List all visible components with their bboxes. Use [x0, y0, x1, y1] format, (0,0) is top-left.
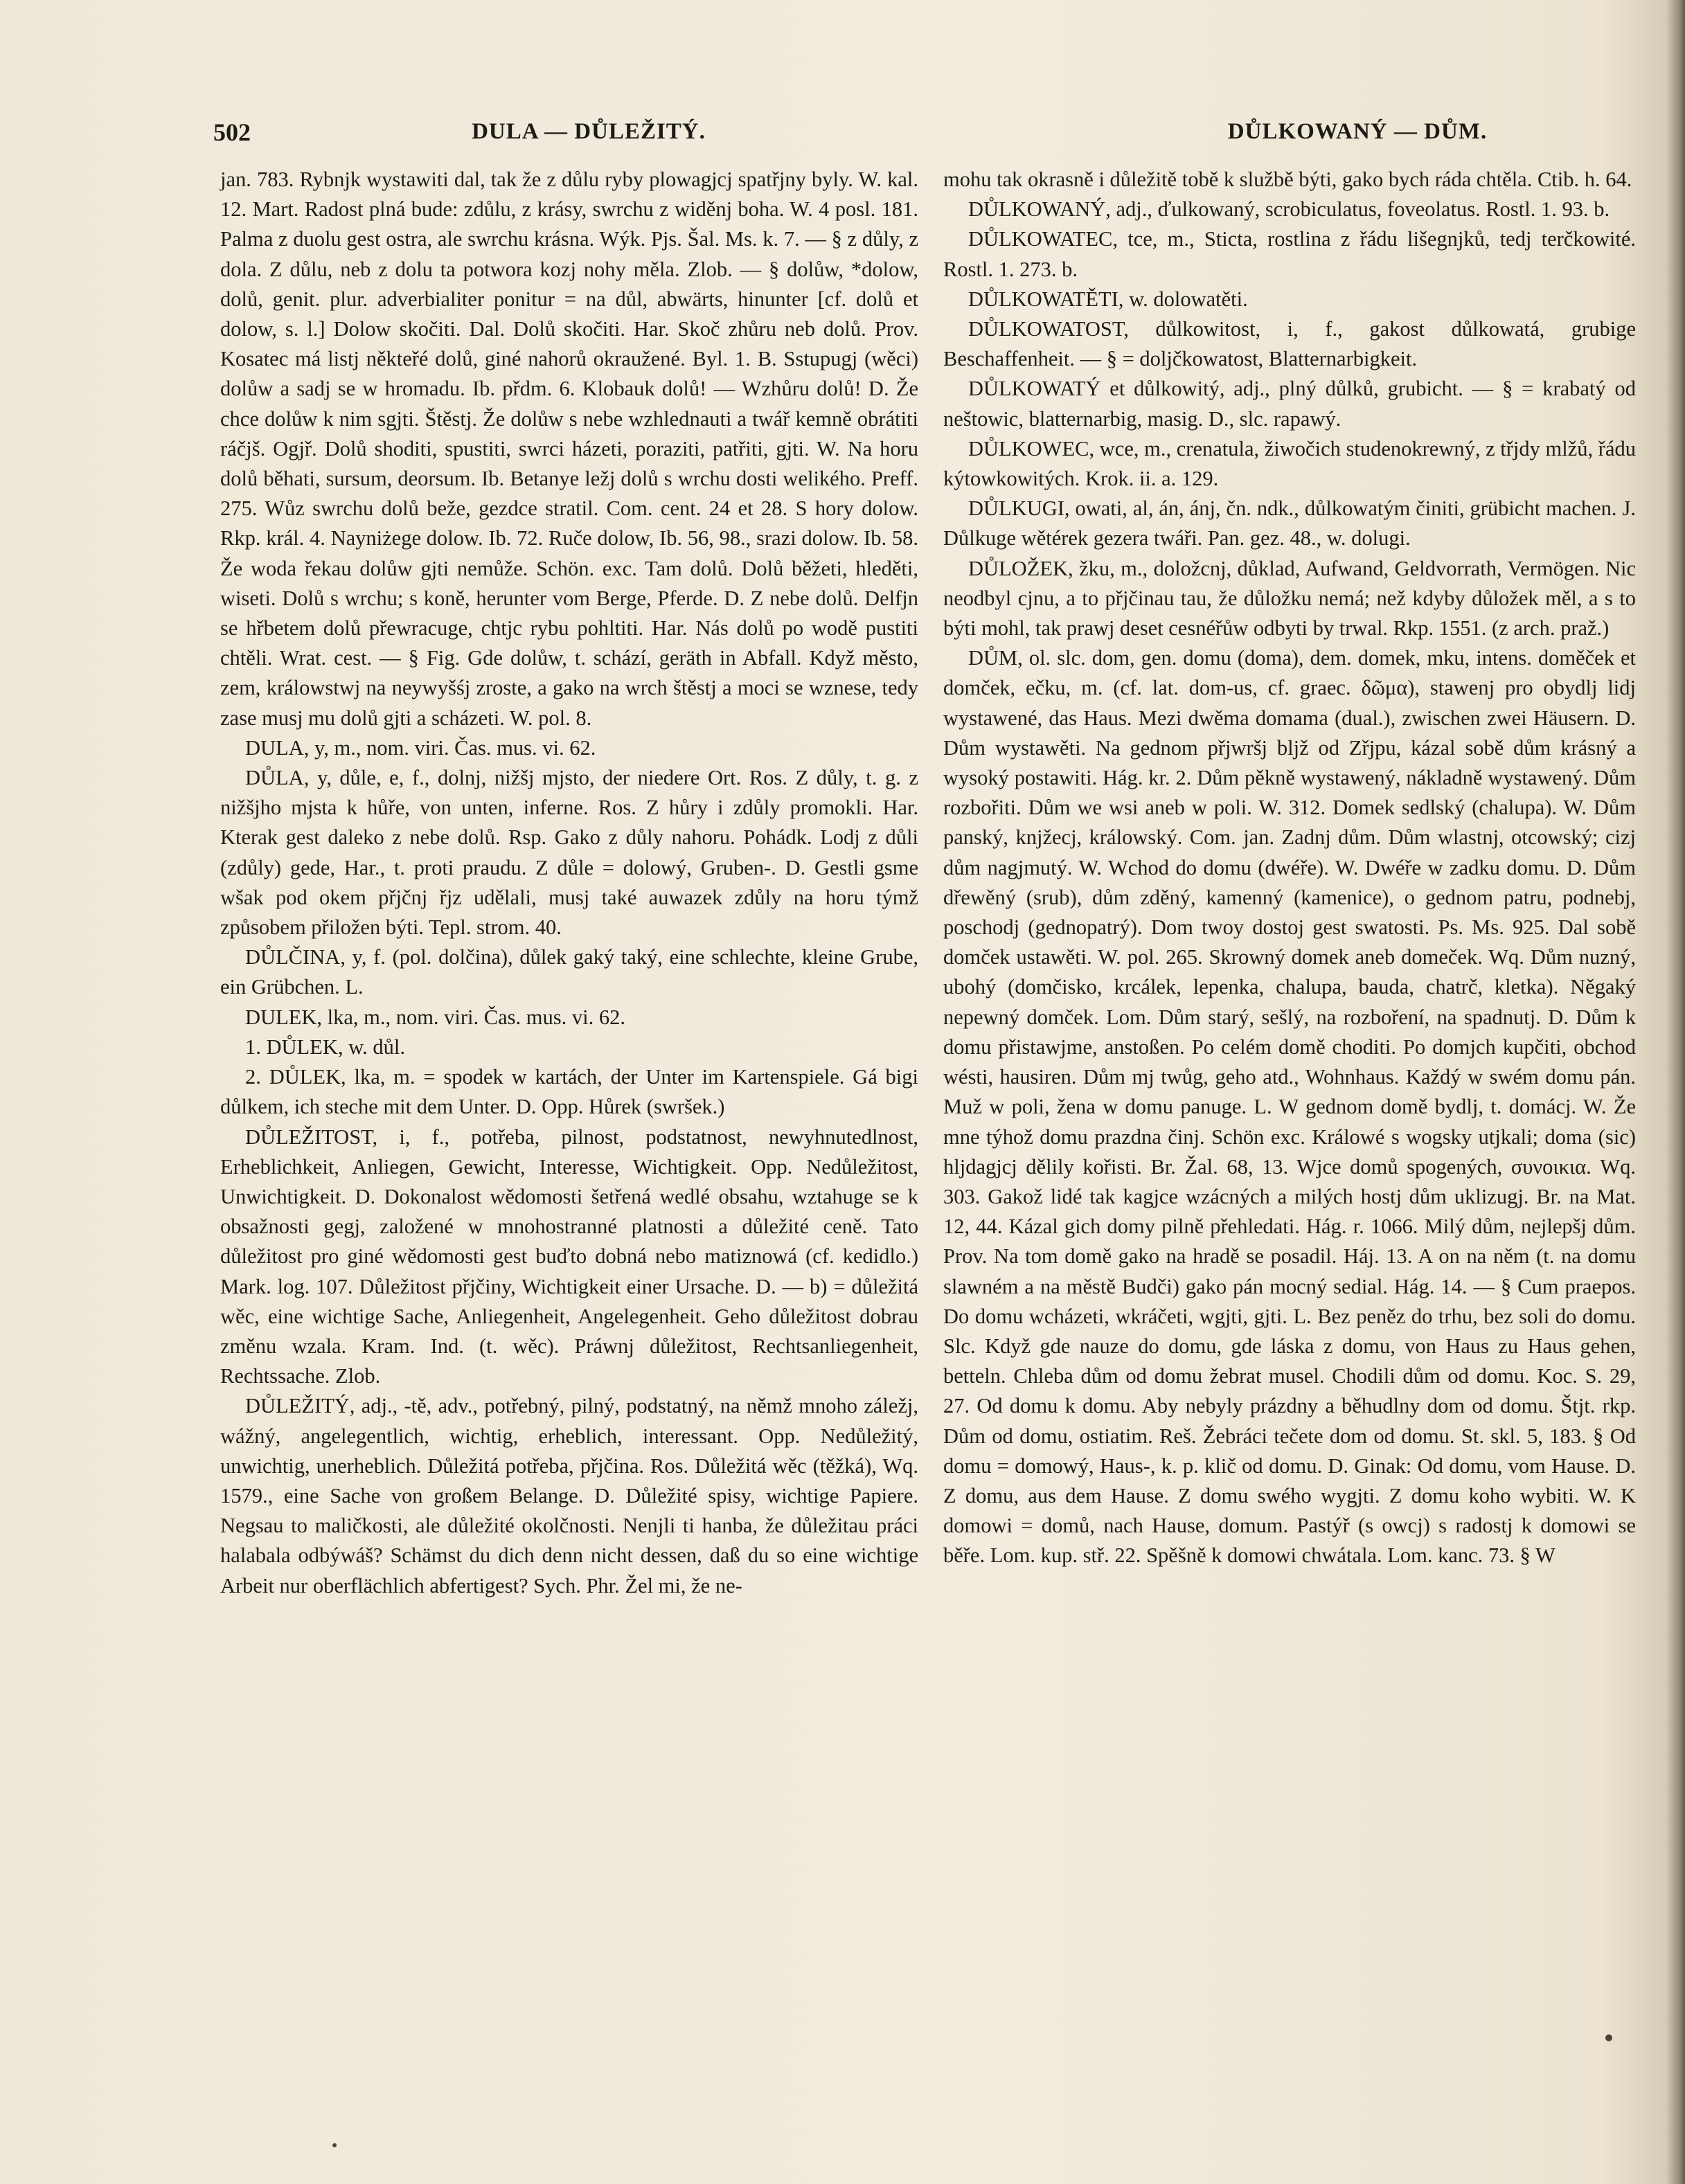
entry-dulcina: DŮLČINA, y, f. (pol. dolčina), důlek gaký taký, eine schlechte, kleine Grube, ein Grübchen. L.	[220, 945, 918, 999]
entry-continuation-dulezity: mohu tak okrasně i důležitě tobě k službě býti, gako bych ráda chtěla. Ctib. h. 64.	[943, 168, 1632, 191]
entry-dulkowateti: DŮLKOWATĚTI, w. dolowatěti.	[968, 287, 1248, 311]
entry-dulkowatost: DŮLKOWATOST, důlkowitost, i, f., gakost důlkowatá, grubige Beschaffenheit. — § = doljčkowatost, Blatternarbigkeit.	[943, 317, 1636, 371]
entry-continuation-dul: jan. 783. Rybnjk wystawiti dal, tak že z důlu ryby plowagjcj spatřjny byly. W. kal. 12. Mart. Radost plná bude: zdůlu, z krásy, swrchu z widěnj boha. W. 4 posl. 181. Palma z duolu gest ostra, ale swrchu krásna. Wýk. Pjs. Šal. Ms. k. 7. — § z důly, z dola. Z důlu, neb z dolu ta potwora kozj nohy měla. Zlob. — § dolůw, *dolow, dolů, genit. plur. adverbialiter ponitur = na důl, abwärts, hinunter [cf. dolů et dolow, s. l.] Dolow skočiti. Dal. Dolů skočiti. Har. Skoč zhůru neb dolů. Prov. Kosatec má listj někteřé dolů, giné nahorů okraužené. Byl. 1. B. Sstupugj (wěci) dolůw a sadj se w hromadu. Ib. přdm. 6. Klobauk dolů! — Wzhůru dolů! D. Že chce dolůw k nim sgjti. Štěstj. Že dolůw s nebe wzhlednauti a twář kemně obrátiti ráčjš. Ogjř. Dolů shoditi, spustiti, swrci házeti, poraziti, patřiti, gjti. W. Na horu dolů běhati, sursum, deorsum. Ib. Betanye ležj dolů s wrchu dosti welikého. Preff. 275. Wůz swrchu dolů beže, gezdce stratil. Com. cent. 24 et 28. S hory dolow. Rkp. král. 4. Nayniżege dolow. Ib. 72. Ruče dolow, Ib. 56, 98., srazi dolow. Ib. 58. Že woda řekau dolůw gjti nemůže. Schön. exc. Tam dolů. Dolů běžeti, hleděti, wiseti. Dolů s wrchu; s koně, herunter vom Berge, Pferde. D. Z nebe dolů. Delfjn se hřbetem dolů přewracuge, chtjc rybu pohltiti. Har. Nás dolů po wodě pustiti chtěli. Wrat. cest. — § Fig. Gde dolůw, t. schází, geräth in Abfall. Když město, zem, králowstwj na neywyšśj zroste, a gako na wrch štěstj a moci se wznese, tedy zase musj mu dolů gjti a scházeti. W. pol. 8.	[220, 168, 918, 730]
entry-dulek-2: 2. DŮLEK, lka, m. = spodek w kartách, der Unter im Kartenspiele. Gá bigi důlkem, ich steche mit dem Unter. D. Opp. Hůrek (swršek.)	[220, 1065, 918, 1119]
ink-speck	[1605, 2034, 1612, 2041]
entry-dulkugi: DŮLKUGI, owati, al, án, ánj, čn. ndk., důlkowatým činiti, grübicht machen. J. Důlkuge wětérek gezera twáři. Pan. gez. 48., w. dolugi.	[943, 496, 1636, 551]
right-running-title: DŮLKOWANÝ — DŮM.	[1227, 119, 1488, 144]
entry-dulkowany: DŮLKOWANÝ, adj., ďulkowaný, scrobiculatus, foveolatus. Rostl. 1. 93. b.	[968, 197, 1610, 222]
entry-dulek-nom: DULEK, lka, m., nom. viri. Čas. mus. vi. 62.	[245, 1005, 625, 1029]
right-column	[943, 165, 1636, 1571]
entry-dum: DŮM, ol. slc. dom, gen. domu (doma), dem. domek, mku, intens. doměček et domček, ečku, m. (cf. lat. dom-us, cf. graec. δῶμα), stawenj pro obydlj lidj wystawené, das Haus. Mezi dwěma domama (dual.), zwischen zwei Häusern. D. Dům wystawěti. Na gednom přjwršj bljž od Zřjpu, kázal sobě dům krásný a wysoký postawiti. Hág. kr. 2. Dům pěkně wystawený, nákladně wystawený. Dům rozbořiti. Dům we wsi aneb w poli. W. 312. Domek sedlský (chalupa). W. Dům panský, knjžecj, králowský. Com. jan. Zadnj dům. Dům wlastnj, otcowský; cizj dům nagjmutý. W. Wchod do domu (dwéře). W. Dwéře w zadku domu. D. Dům dřewěný (srub), dům zděný, kamenný (kamenice), o gednom patru, podnebj, poschodj (gednopatrý). Dom twoy dostoj gest swatosti. Ps. Ms. 925. Dal sobě domček ustawěti. W. pol. 265. Skrowný domek aneb domeček. Wq. Dům nuzný, ubohý (domčisko, krcálek, lepenka, chalupa, bauda, chatrč, kletka). Něgaký nepewný domček. Lom. Dům starý, sešlý, na rozboření, na spadnutj. D. Dům k domu přistawjme, anstoßen. Po celém domě choditi. Po domjch kupčiti, obchod wésti, hausiren. Dům mj twůg, geho atd., Wohnhaus. Každý w swém domu pán. Muž w poli, žena w domu panuge. L. W gednom domě bydlj, t. domácj. W. Že mne týhož domu prazdna činj. Schön exc. Králowé s wogsky utjkali; doma (sic) hljdagjcj dělily kořisti. Br. Žal. 68, 13. Wjce domů spogených, συνοικια. Wq. 303. Gakož lidé tak kagjce wzácných a milých hostj dům uklizugj. Br. na Mat. 12, 44. Kázal gich domy pilně přehledati. Hág. r. 1066. Milý dům, nejlepšj dům. Prov. Na tom domě gako na hradě se posadil. Háj. 13. A on na něm (t. na domu slawném a na městě Budči) gako pán mocný sedial. Hág. 14. — § Cum praepos. Do domu wcházeti, wkráčeti, wgjti, gjti. L. Bez peněz do trhu, bez soli do domu. Slc. Když gde nauze do domu, gde láska z domu, von Haus zu Haus gehen, betteln. Chleba dům od domu žebrat musel. Chodili dům od domu. Koc. S. 29, 27. Od domu k domu. Aby nebyly prázdny a běhudlny dom od domu. Štjt. rkp. Dům od domu, ostiatim. Reš. Žebráci tečete dom od domu. St. skl. 5, 183. § Od domu = domowý, Haus-, k. p. klič od domu. D. Ginak: Od domu, vom Hause. D. Z domu, aus dem Hause. Z domu swého wygjti. Z domu koho wybiti. W. K domowi = domů, nach Hause, domum. Pastýř (s owcj) s radostj k domowi se běře. Lom. kup. stř. 22. Spěšně k domowi chwátala. Lom. kanc. 73. § W	[943, 646, 1636, 1568]
entry-dulkowatec: DŮLKOWATEC, tce, m., Sticta, rostlina z řádu lišegnjků, tedj terčkowité. Rostl. 1. 273. b.	[943, 227, 1636, 281]
entry-dulkowaty: DŮLKOWATÝ et důlkowitý, adj., plný důlků, grubicht. — § = krabatý od neštowic, blatternarbig, masig. D., slc. rapawý.	[943, 377, 1636, 431]
page-number: 502	[213, 118, 251, 146]
page-edge-shadow	[1666, 0, 1685, 2184]
left-column	[220, 165, 918, 1601]
entry-dula-nom: DULA, y, m., nom. viri. Čas. mus. vi. 62.	[245, 735, 596, 760]
entry-dulezitost: DŮLEŽITOST, i, f., potřeba, pilnost, podstatnost, newyhnutedlnost, Erheblichkeit, Anliegen, Gewicht, Interesse, Wichtigkeit. Opp. Nedůležitost, Unwichtigkeit. D. Dokonalost wědomosti šetřená wedlé obsahu, wztahuge se k obsažnosti gegj, založené w mnohostranné platnosti a důležité ceně. Tato důležitost pro giné wědomosti gest buďto dobná nebo matiznowá (cf. kedidlo.) Mark. log. 107. Důležitost přjčiny, Wichtigkeit einer Ursache. D. — b) = důležitá wěc, eine wichtige Sache, Anliegenheit, Angelegenheit. Geho důležitost dobrau změnu wzala. Kram. Ind. (t. wěc). Práwnj důležitost, Rechtsanliegenheit, Rechtssache. Zlob.	[220, 1125, 918, 1388]
entry-dulozek: DŮLOŽEK, žku, m., doložcnj, důklad, Aufwand, Geldvorrath, Vermögen. Nic neodbyl cjnu, a to přjčinau tau, že důložku nemá; než kdyby důložek měl, a s to býti mohl, tak prawj deset cesnéřůw odbyti by trwal. Rkp. 1551. (z arch. praž.)	[943, 556, 1636, 641]
running-header	[208, 111, 1634, 159]
entry-dulezity: DŮLEŽITÝ, adj., -tě, adv., potřebný, pilný, podstatný, na němž mnoho záležj, wážný, angelegentlich, wichtig, erheblich, interessant. Opp. Nedůležitý, unwichtig, unerheblich. Důležitá potřeba, přjčina. Ros. Důležitá wěc (těžká), Wq. 1579., eine Sache von großem Belange. D. Důležité spisy, wichtige Papiere. Negsau to maličkosti, ale důležité okolčnosti. Nenjli ti hanba, že důležitau práci halabala odbýwáš? Schämst du dich denn nicht dessen, daß du so eine wichtige Arbeit nur oberflächlich abfertigest? Sych. Phr. Žel mi, že ne-	[220, 1394, 918, 1597]
ink-speck	[332, 2143, 337, 2147]
entry-dulek-1: 1. DŮLEK, w. důl.	[245, 1035, 405, 1059]
entry-dula: DŮLA, y, důle, e, f., dolnj, nižšj mjsto, der niedere Ort. Ros. Z důly, t. g. z nižšjho mjsta k hůře, von unten, inferne. Ros. Z hůry i zdůly promokli. Har. Kterak gest daleko z nebe dolů. Rsp. Gako z důly nahoru. Pohádk. Lodj z důli (zdůly) gede, Har., t. proti praudu. Z důle = dolowý, Gruben-. D. Gestli gsme wšak pod okem přjčnj řjz udělali, musj také auwazek zdůly na horu týmž způsobem přiložen býti. Tepl. strom. 40.	[220, 766, 918, 940]
left-running-title: DULA — DŮLEŽITÝ.	[472, 119, 706, 144]
entry-dulkowec: DŮLKOWEC, wce, m., crenatula, žiwočich studenokrewný, z třjdy mlžů, řádu kýtowkowitých. Krok. ii. a. 129.	[943, 436, 1636, 491]
